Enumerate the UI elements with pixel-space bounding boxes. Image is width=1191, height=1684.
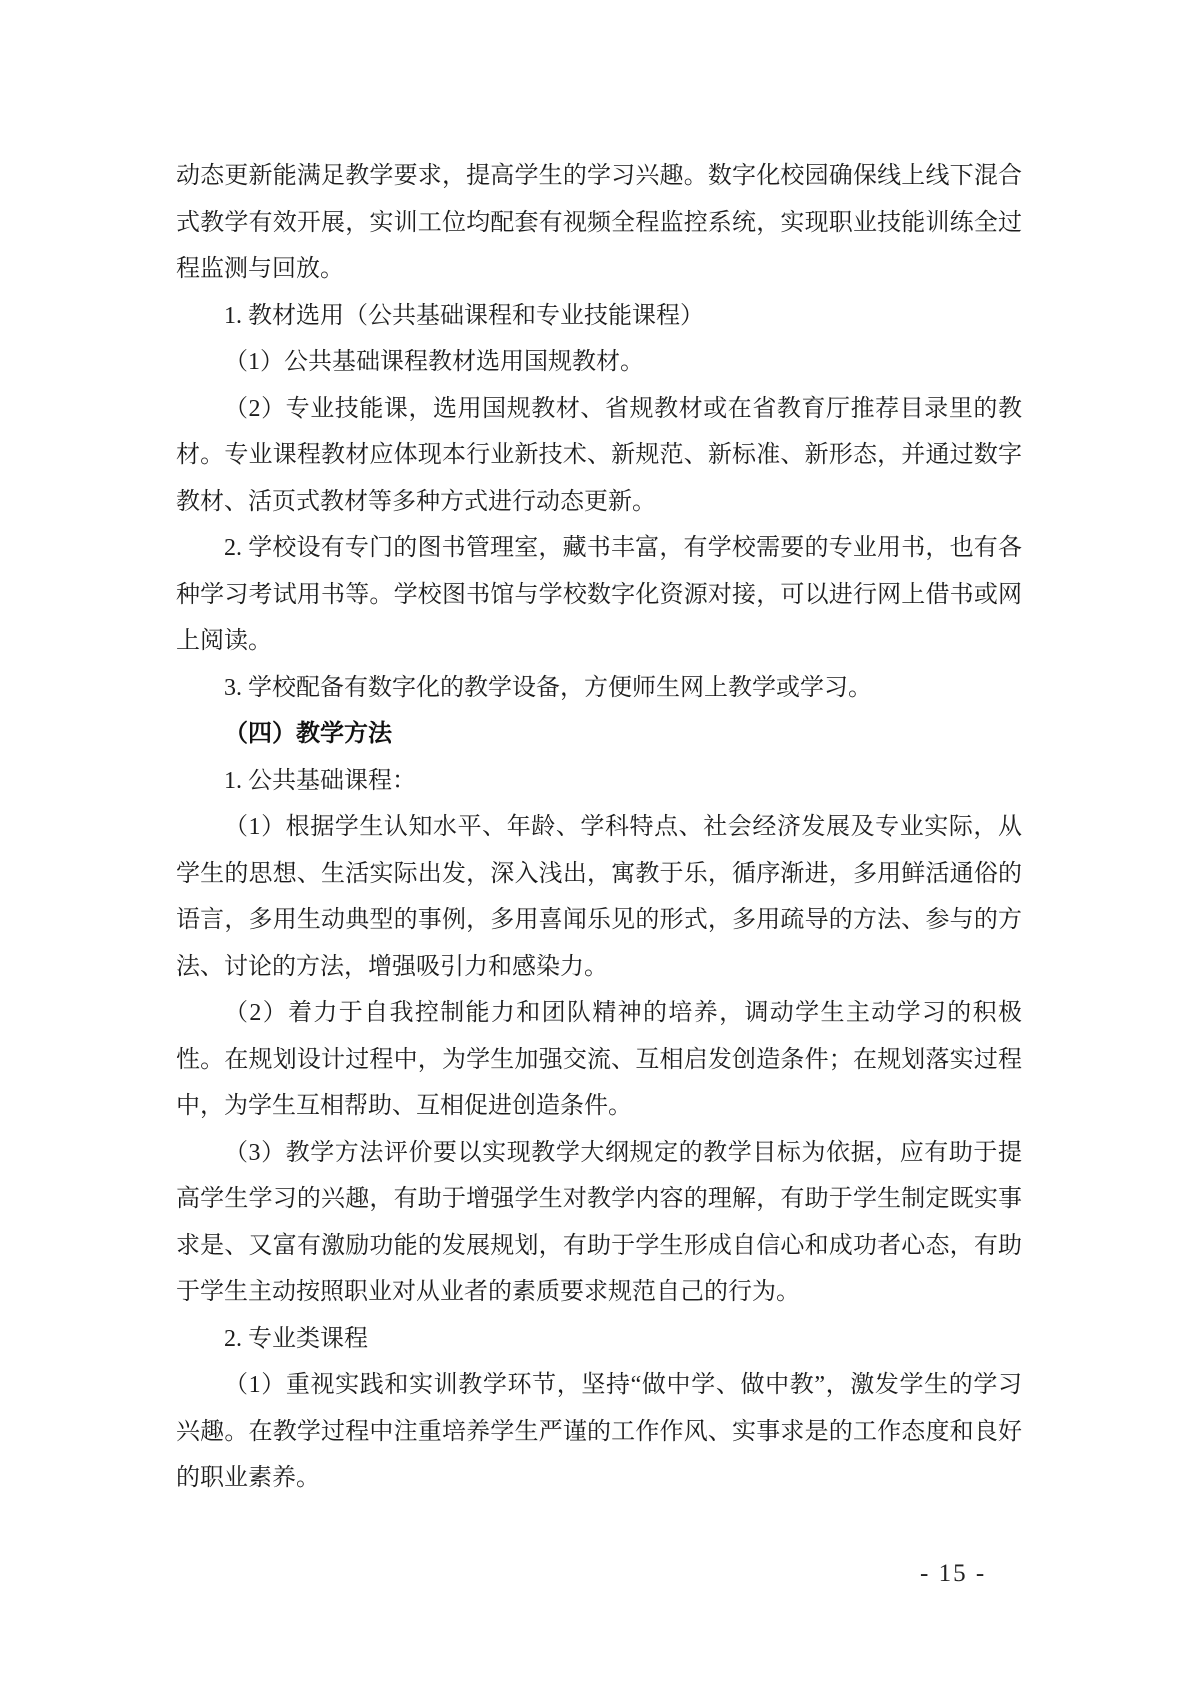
paragraph: 1. 教材选用（公共基础课程和专业技能课程） bbox=[224, 302, 704, 329]
paragraph: 动态更新能满足教学要求，提高学生的学习兴趣。数字化校园确保线上线下混合式教学有效开展，实训工位均配套有视频全程监控系统，实现职业技能训练全过程监测与回放。 bbox=[176, 163, 1022, 282]
paragraph: 2. 专业类课程 bbox=[224, 1325, 368, 1352]
paragraph: （1）重视实践和实训教学环节，坚持“做中学、做中教”，激发学生的学习兴趣。在教学过程中注重培养学生严谨的工作作风、实事求是的工作态度和良好的职业素养。 bbox=[176, 1372, 1022, 1491]
paragraph: （2）专业技能课，选用国规教材、省规教材或在省教育厅推荐目录里的教材。专业课程教材应体现本行业新技术、新规范、新标准、新形态，并通过数字教材、活页式教材等多种方式进行动态更新。 bbox=[176, 395, 1022, 515]
page-number: - 15 - bbox=[920, 1560, 987, 1587]
paragraph: （1）根据学生认知水平、年龄、学科特点、社会经济发展及专业实际，从学生的思想、生活实际出发，深入浅出，寓教于乐，循序渐进，多用鲜活通俗的语言，多用生动典型的事例，多用喜闻乐见的形式，多用疏导的方法、参与的方法、讨论的方法，增强吸引力和感染力。 bbox=[176, 814, 1022, 980]
paragraph: （1）公共基础课程教材选用国规教材。 bbox=[224, 349, 644, 375]
section-heading: （四）教学方法 bbox=[224, 720, 392, 747]
paragraph: 1. 公共基础课程： bbox=[224, 767, 416, 794]
document-body bbox=[176, 153, 1022, 1502]
paragraph: 3. 学校配备有数字化的教学设备，方便师生网上教学或学习。 bbox=[224, 674, 872, 701]
paragraph: 2. 学校设有专门的图书管理室，藏书丰富，有学校需要的专业用书，也有各种学习考试用书等。学校图书馆与学校数字化资源对接，可以进行网上借书或网上阅读。 bbox=[176, 535, 1022, 654]
paragraph: （3）教学方法评价要以实现教学大纲规定的教学目标为依据，应有助于提高学生学习的兴趣，有助于增强学生对教学内容的理解，有助于学生制定既实事求是、又富有激励功能的发展规划，有助于学生形成自信心和成功者心态，有助于学生主动按照职业对从业者的素质要求规范自己的行为。 bbox=[176, 1139, 1022, 1305]
paragraph: （2）着力于自我控制能力和团队精神的培养，调动学生主动学习的积极性。在规划设计过程中，为学生加强交流、互相启发创造条件；在规划落实过程中，为学生互相帮助、互相促进创造条件。 bbox=[176, 1000, 1022, 1119]
